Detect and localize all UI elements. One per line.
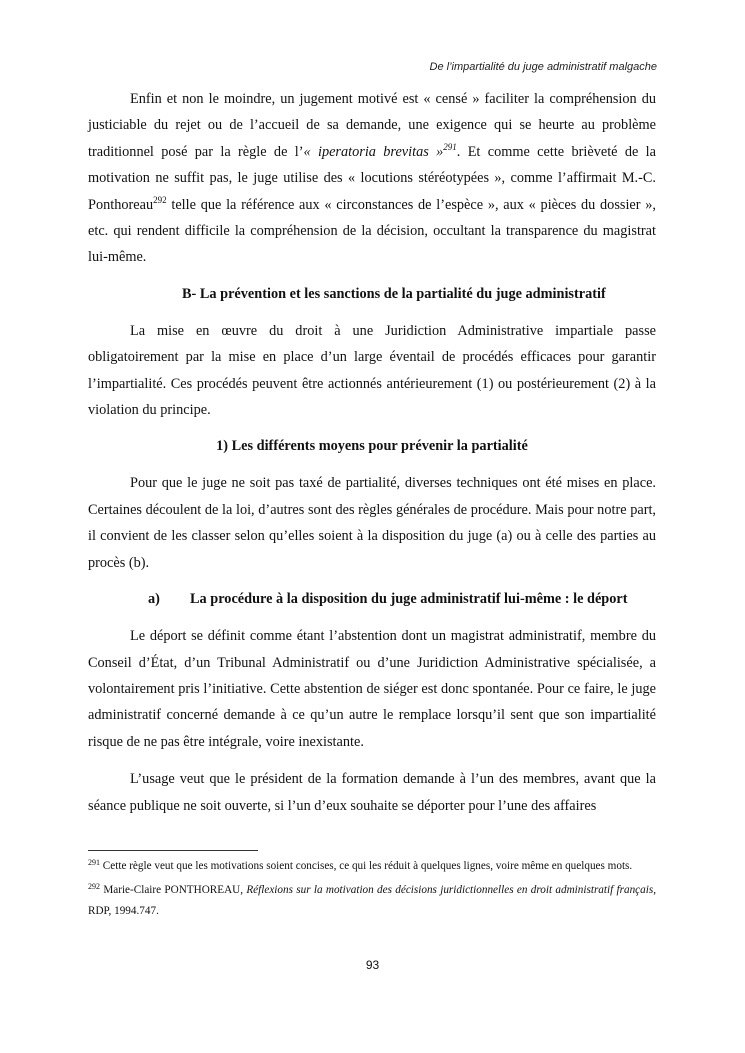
body-text [88, 86, 656, 830]
footnote-292-author: Marie-Claire PONTHOREAU, [100, 884, 247, 896]
footnote-292-citation: , RDP, 1994.747. [88, 884, 656, 917]
heading-a-text: La procédure à la disposition du juge administratif lui-même : le déport [190, 591, 628, 608]
running-header: De l’impartialité du juge administratif malgache [429, 61, 657, 73]
footnote-ref-292[interactable]: 292 [153, 194, 167, 205]
footnotes [88, 850, 656, 925]
subsection-heading-1: 1) Les différents moyens pour prévenir la partialité [216, 438, 528, 455]
paragraph-1-text-a: Enfin et non le moindre, un jugement motivé est « censé » faciliter la compréhension du justiciable du rejet ou de l’accueil de sa demande, une exigence qui se heurte au problème traditionnel posé par la règle de l’ [88, 91, 656, 160]
paragraph-1-text-c: . Et comme cette brièveté de la motivation ne suffit pas, le juge utilise des « locutions stéréotypées », comme l’affirmait M.-C. Ponthoreau [88, 143, 656, 213]
footnote-ref-291[interactable]: 291 [443, 141, 457, 152]
paragraph-3: Pour que le juge ne soit pas taxé de partialité, diverses techniques ont été mises en place. Certaines découlent de la loi, d’autres sont des règles générales de procédure. Mais pour notre part, il convient de les classer selon qu’elles soient à la disposition du juge (a) ou à celle des parties au procès (b). [88, 475, 656, 571]
subsubsection-heading-a [88, 587, 656, 611]
footnote-291-number: 291 [88, 858, 100, 867]
paragraph-2: La mise en œuvre du droit à une Juridiction Administrative impartiale passe obligatoirement par la mise en place d’un large éventail de procédés efficaces pour garantir l’impartialité. Ces procédés peuvent être actionnés antérieurement (1) ou postérieurement (2) à la violation du principe. [88, 322, 656, 419]
paragraph-5: L’usage veut que le président de la formation demande à l’un des membres, avant que la séance publique ne soit ouverte, si l’un d’eux souhaite se déporter pour l’une des affaires [88, 771, 656, 814]
latin-phrase: « iperatoria brevitas » [303, 143, 444, 160]
footnote-292-title: Réflexions sur la motivation des décisions juridictionnelles en droit administratif français [246, 884, 654, 896]
paragraph-4: Le déport se définit comme étant l’abstention dont un magistrat administratif, membre du Conseil d’État, d’un Tribunal Administratif ou d’une Juridiction Administrative spécialisée, a volontairement pris l’initiative. Cette abstention de siéger est donc spontanée. Pour ce faire, le juge administratif concerné demande à ce qu’un autre le remplace lorsqu’il sent que son impartialité risque de ne pas être intégrale, voire inexistante. [88, 628, 656, 750]
footnote-292-number: 292 [88, 882, 100, 891]
footnote-rule [88, 850, 258, 851]
paragraph-1 [88, 86, 656, 271]
page-number: 93 [365, 958, 380, 972]
paragraph-1-text-d: telle que la référence aux « circonstances de l’espèce », aux « pièces du dossier », etc. qui rendent difficile la compréhension de la décision, occultant la transparence du magistrat lui-même. [88, 196, 656, 266]
section-heading-b: B- La prévention et les sanctions de la partialité du juge administratif [182, 285, 606, 302]
heading-a-label: a) [148, 591, 160, 608]
footnote-292 [88, 880, 656, 922]
footnote-291 [88, 856, 656, 877]
footnote-291-text: Cette règle veut que les motivations soient concises, ce qui les réduit à quelques lignes, voire même en quelques mots. [100, 860, 633, 872]
